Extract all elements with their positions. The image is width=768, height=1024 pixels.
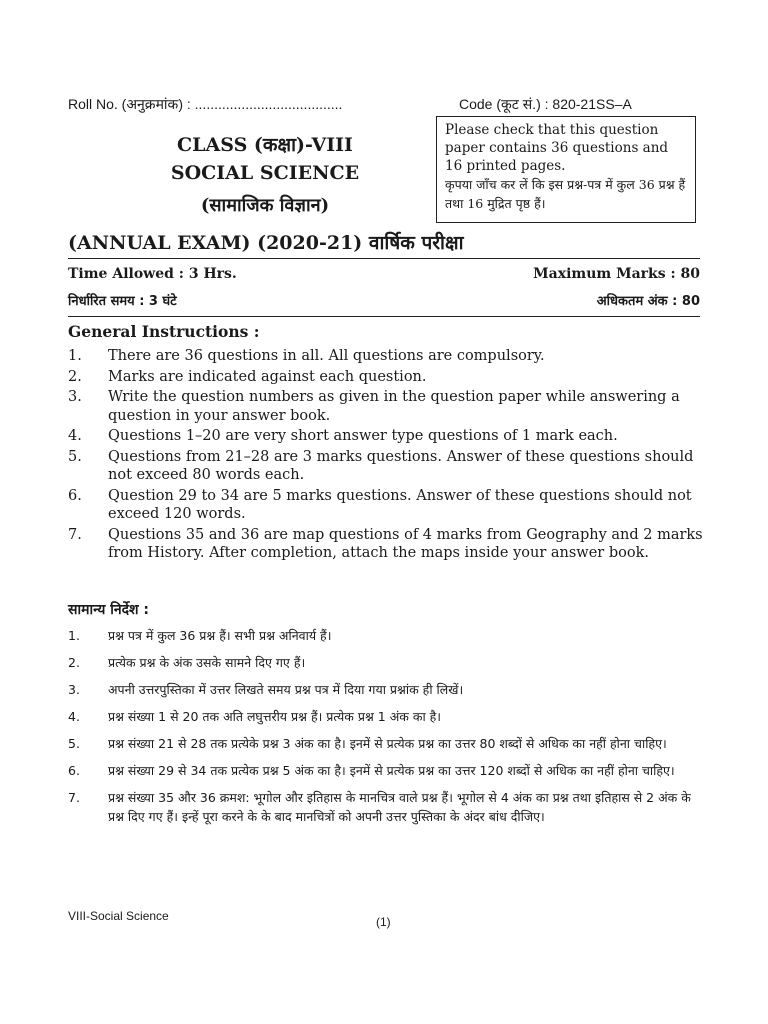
divider-bottom — [68, 316, 700, 317]
list-item: 3. अपनी उत्तरपुस्तिका में उत्तर लिखते समय प्रश्न पत्र में दिया गया प्रश्नांक ही लिखें। — [68, 682, 464, 697]
subject-title-hindi: (सामाजिक विज्ञान) — [200, 195, 330, 216]
hindi-instructions-list — [68, 626, 704, 834]
general-instructions-heading: General Instructions : — [68, 322, 260, 341]
maximum-marks-hindi: अधिकतम अंक : 80 — [596, 294, 700, 309]
divider-top — [68, 258, 700, 259]
list-item: 6. प्रश्न संख्या 29 से 34 तक प्रत्येक प्रश्न 5 अंक का है। इनमें से प्रत्येक प्रश्न का उत्तर 120 शब्दों से अधिक का नहीं होना चाहिए। — [68, 763, 675, 778]
list-item: 2. प्रत्येक प्रश्न के अंक उसके सामने दिए गए हैं। — [68, 655, 306, 670]
hindi-instructions-heading: सामान्य निर्देश : — [68, 602, 150, 618]
page-number: (1) — [376, 915, 391, 929]
list-item: 1. There are 36 questions in all. All questions are compulsory. — [68, 348, 545, 364]
list-item: 4. Questions 1–20 are very short answer type questions of 1 mark each. — [68, 428, 618, 444]
list-item: 5. Questions from 21–28 are 3 marks questions. Answer of these questions should not exceed 80 words each. — [68, 448, 694, 483]
list-item: 6. Question 29 to 34 are 5 marks questions. Answer of these questions should not exceed 120 words. — [68, 487, 692, 522]
list-item: 3. Write the question numbers as given in the question paper while answering a question in your answer book. — [68, 389, 680, 424]
subject-title: SOCIAL SCIENCE — [170, 162, 360, 184]
list-item: 1. प्रश्न पत्र में कुल 36 प्रश्न हैं। सभी प्रश्न अनिवार्य हैं। — [68, 628, 332, 643]
exam-title: (ANNUAL EXAM) (2020-21) वार्षिक परीक्षा — [68, 232, 464, 254]
time-allowed-hindi: निर्धारित समय : 3 घंटे — [68, 294, 177, 309]
maximum-marks: Maximum Marks : 80 — [533, 266, 700, 282]
footer-subject: VIII-Social Science — [68, 909, 169, 923]
paper-code: Code (कूट सं.) : 820-21SS–A — [459, 96, 632, 112]
page-check-notice — [436, 116, 696, 223]
list-item: 2. Marks are indicated against each question. — [68, 368, 427, 385]
list-item: 4. प्रश्न संख्या 1 से 20 तक अति लघुत्तरीय प्रश्न हैं। प्रत्येक प्रश्न 1 अंक का है। — [68, 709, 442, 724]
general-instructions-list — [68, 347, 704, 565]
class-title: CLASS (कक्षा)-VIII — [177, 134, 353, 156]
notice-english: Please check that this question paper contains 36 questions and 16 printed pages. — [445, 122, 669, 174]
notice-hindi: कृपया जाँच कर लें कि इस प्रश्न-पत्र में कुल 36 प्रश्न हैं तथा 16 मुद्रित पृष्ठ हैं। — [445, 177, 686, 211]
list-item: 7. Questions 35 and 36 are map questions of 4 marks from Geography and 2 marks from History. After completion, attach the maps inside your answer book. — [68, 526, 703, 561]
time-allowed: Time Allowed : 3 Hrs. — [68, 266, 237, 282]
roll-number-line: Roll No. (अनुक्रमांक) : ...................................... — [68, 96, 343, 112]
list-item: 7. प्रश्न संख्या 35 और 36 क्रमश: भूगोल और इतिहास के मानचित्र वाले प्रश्न हैं। भूगोल से 4 अंक का प्रश्न तथा इतिहास से 2 अंक के प्रश्न दिए गए हैं। इन्हें पूरा करने के के बाद मानचित्रों को अपनी उत्तर पुस्तिका के अंदर बांध दीजिए। — [68, 790, 691, 824]
list-item: 5. प्रश्न संख्या 21 से 28 तक प्रत्येके प्रश्न 3 अंक का है। इनमें से प्रत्येक प्रश्न का उत्तर 80 शब्दों से अधिक का नहीं होना चाहिए। — [68, 736, 667, 751]
